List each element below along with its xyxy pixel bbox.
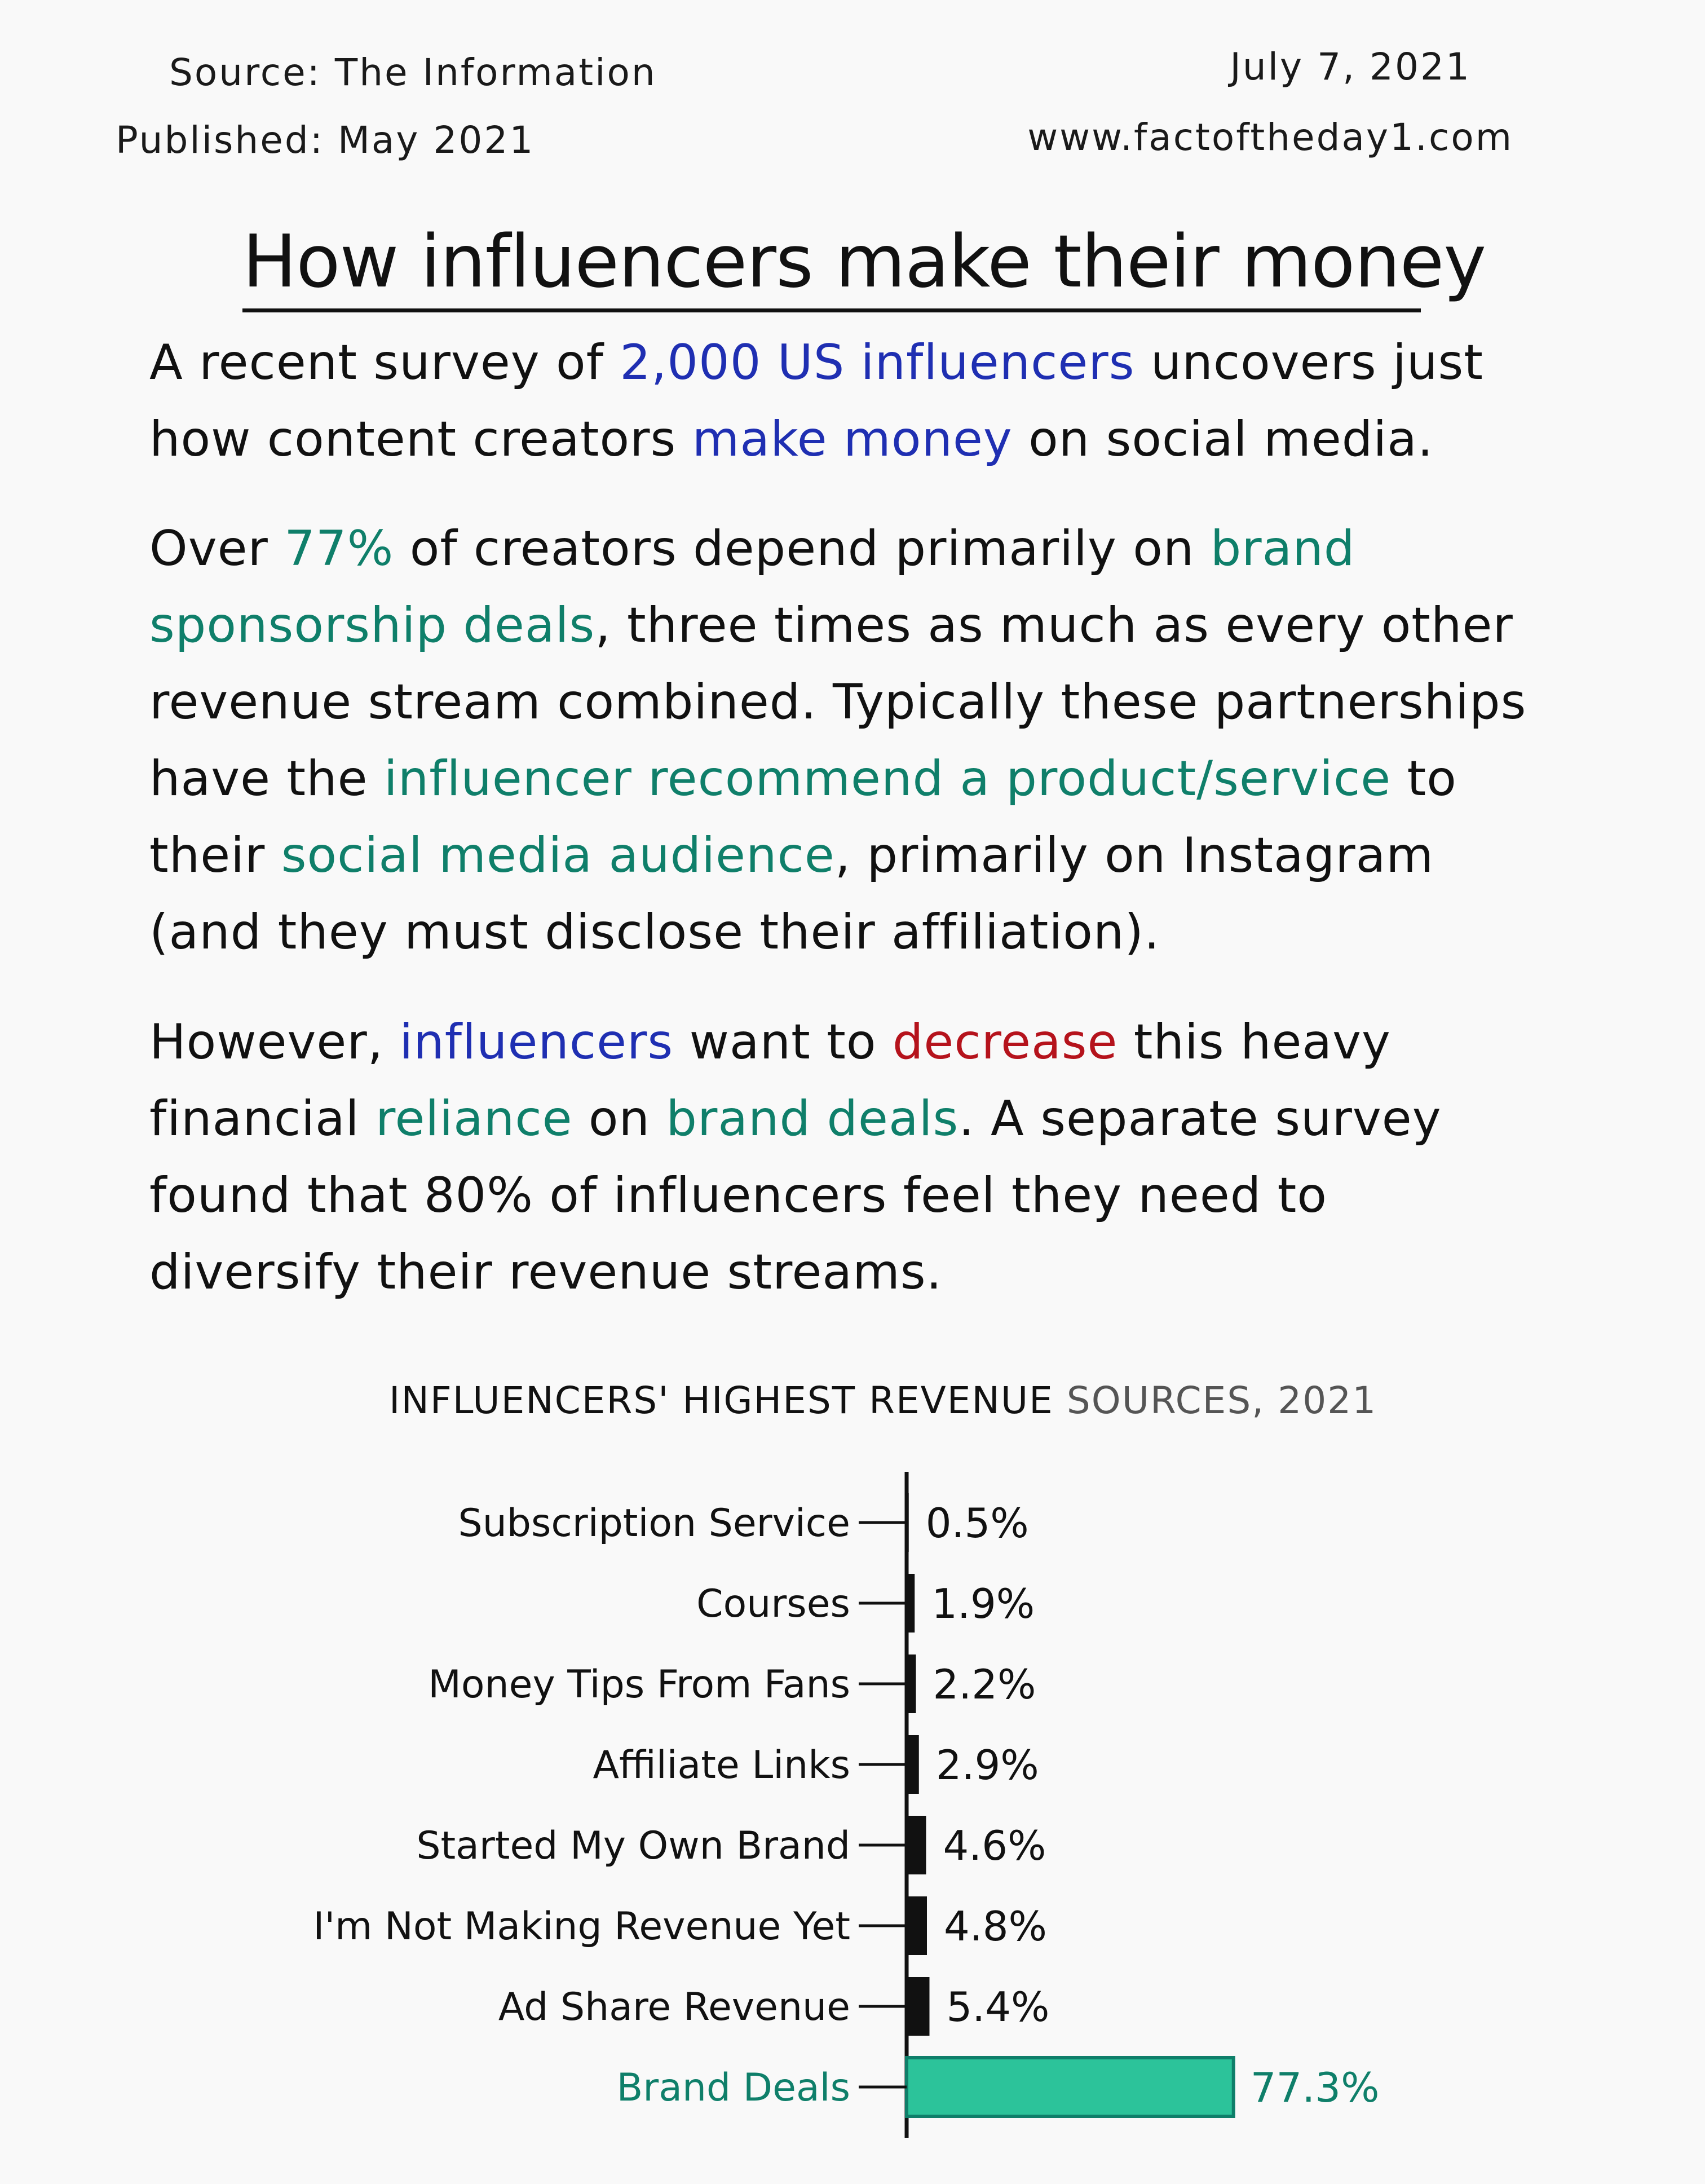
p2-segment-0: Over bbox=[149, 520, 285, 577]
bar-2 bbox=[907, 1654, 916, 1713]
p1-segment-4: on social media. bbox=[1012, 411, 1434, 467]
category-label-1: Courses bbox=[696, 1582, 850, 1626]
p3-segment-8: . A separate survey found that 80% of influencers feel they need to diversify their revenue streams. bbox=[149, 1091, 1442, 1300]
p3-segment-6: on bbox=[572, 1091, 666, 1147]
chart-title-part1: INFLUENCERS' HIGHEST REVENUE bbox=[389, 1379, 1054, 1422]
p2-segment-8: , primarily on Instagram (and they must disclose their affiliation). bbox=[149, 827, 1434, 960]
bar-0 bbox=[907, 1493, 909, 1552]
p3-segment-2: want to bbox=[673, 1014, 893, 1070]
value-label-3: 2.9% bbox=[935, 1741, 1039, 1789]
category-label-0: Subscription Service bbox=[458, 1501, 850, 1546]
p2-segment-2: of creators depend primarily on bbox=[394, 520, 1211, 577]
value-label-6: 5.4% bbox=[946, 1983, 1050, 2031]
date-text: July 7, 2021 bbox=[1230, 45, 1471, 89]
p1-segment-3: make money bbox=[692, 411, 1013, 467]
value-label-5: 4.8% bbox=[944, 1903, 1047, 1950]
bar-5 bbox=[907, 1896, 927, 1955]
bar-7 bbox=[907, 2058, 1234, 2116]
bar-4 bbox=[907, 1816, 926, 1874]
category-label-3: Affiliate Links bbox=[593, 1743, 850, 1788]
website-text: www.factoftheday1.com bbox=[1027, 116, 1513, 159]
p2-segment-3: brand sponsorship deals bbox=[149, 520, 1355, 654]
category-label-7: Brand Deals bbox=[616, 2066, 850, 2110]
p2-segment-7: social media audience bbox=[281, 827, 835, 884]
p2-segment-5: influencer recommend a product/service bbox=[383, 751, 1392, 807]
category-label-6: Ad Share Revenue bbox=[498, 1985, 850, 2029]
p3-segment-0: However, bbox=[149, 1014, 400, 1070]
value-label-2: 2.2% bbox=[933, 1661, 1036, 1708]
value-label-7: 77.3% bbox=[1250, 2064, 1380, 2111]
p1-segment-0: A recent survey of bbox=[149, 334, 620, 391]
p3-segment-7: brand deals bbox=[666, 1091, 959, 1147]
p3-segment-1: influencers bbox=[399, 1014, 674, 1070]
p1-segment-1: 2,000 US influencers bbox=[620, 334, 1135, 391]
bar-6 bbox=[907, 1977, 930, 2036]
chart-title-part2: SOURCES, 2021 bbox=[1053, 1379, 1377, 1422]
p2-segment-6: to their bbox=[149, 751, 1457, 884]
p3-segment-3: decrease bbox=[892, 1014, 1118, 1070]
p3-segment-4: this heavy financial bbox=[149, 1014, 1391, 1147]
p2-segment-4: , three times as much as every other revenue stream combined. Typically these partnerships have the bbox=[149, 597, 1527, 807]
p2-segment-1: 77% bbox=[284, 520, 394, 577]
p3-segment-5: reliance bbox=[376, 1091, 573, 1147]
bar-3 bbox=[907, 1735, 919, 1794]
published-text: Published: May 2021 bbox=[116, 118, 535, 162]
category-label-4: Started My Own Brand bbox=[416, 1824, 850, 1868]
value-label-0: 0.5% bbox=[925, 1499, 1029, 1547]
page-title: How influencers make their money bbox=[242, 220, 1421, 312]
category-label-5: I'm Not Making Revenue Yet bbox=[313, 1904, 850, 1949]
p1-segment-2: uncovers just how content creators bbox=[149, 334, 1483, 467]
value-label-1: 1.9% bbox=[931, 1580, 1035, 1627]
bar-1 bbox=[907, 1574, 915, 1633]
category-label-2: Money Tips From Fans bbox=[428, 1662, 850, 1707]
value-label-4: 4.6% bbox=[943, 1822, 1046, 1869]
source-text: Source: The Information bbox=[169, 51, 657, 94]
